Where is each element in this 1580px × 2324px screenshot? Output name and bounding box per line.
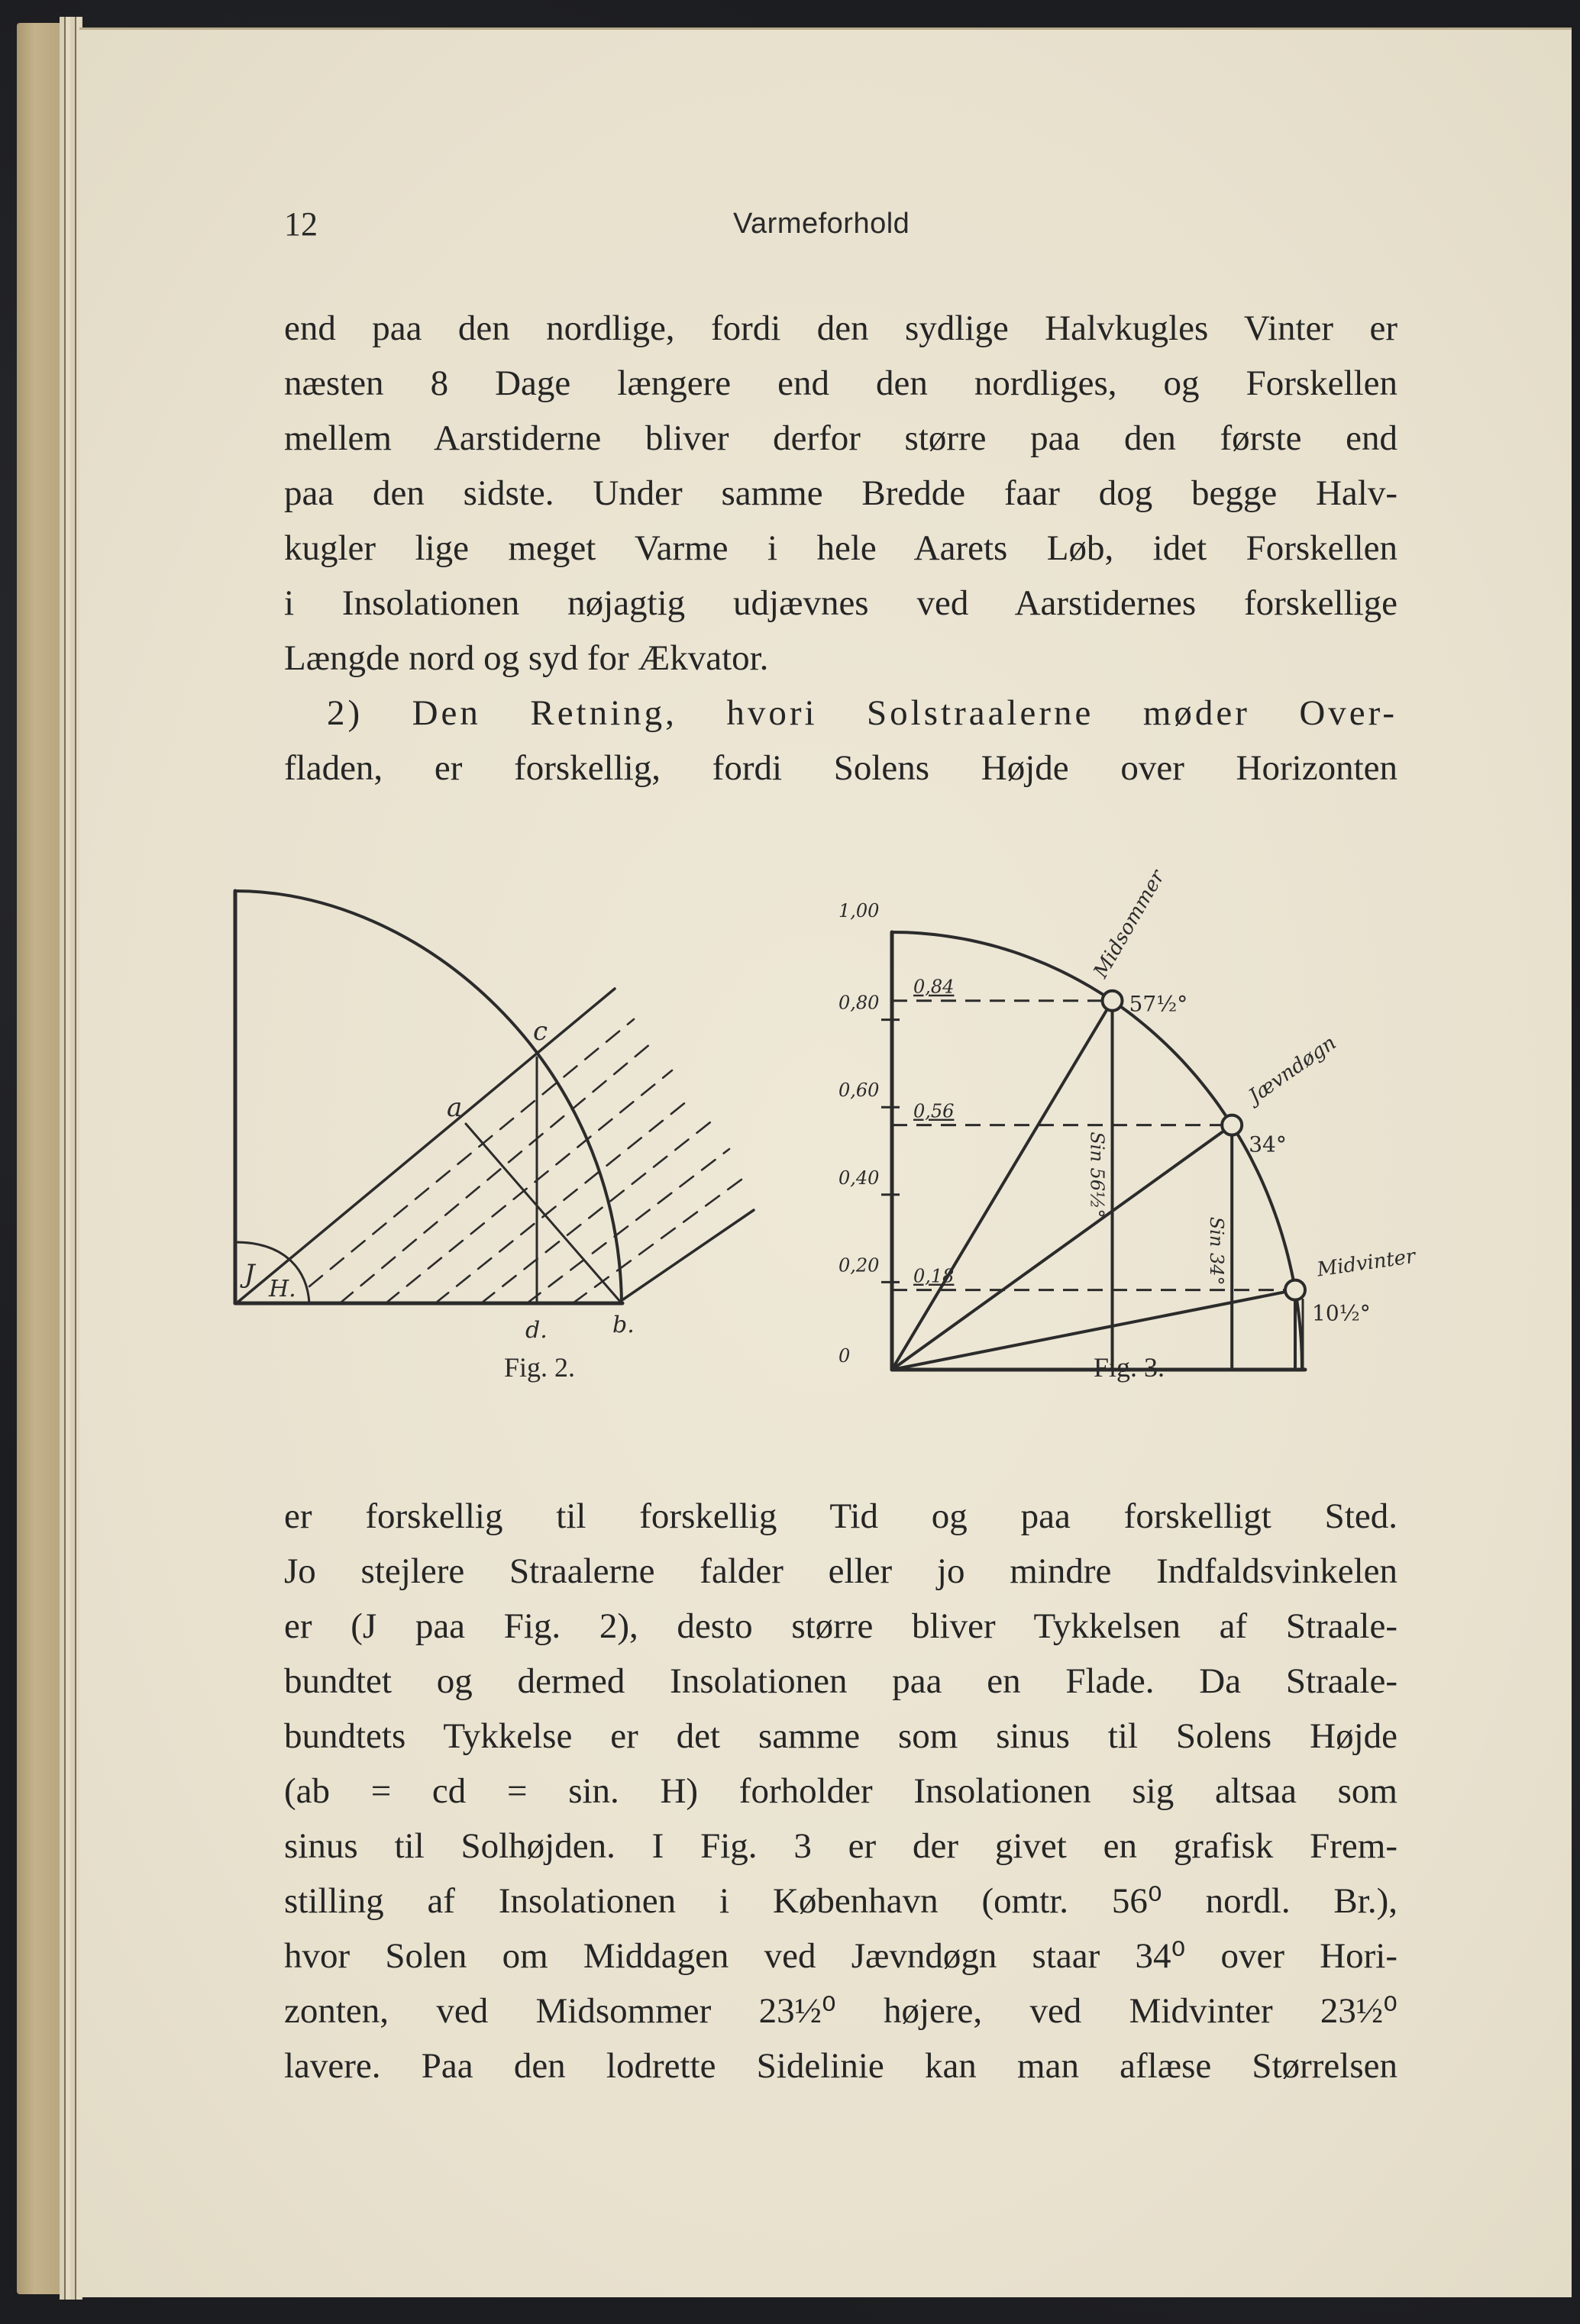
fig2-label-a: a xyxy=(447,1093,463,1123)
fig3-sin-value-label: 0,18 xyxy=(913,1265,955,1287)
fig3-season-label: Jævndøgn xyxy=(1245,1031,1341,1109)
fig3-angle-label: 34° xyxy=(1249,1131,1287,1157)
text-line: bundtet og dermed Insolationen paa en Flade. Da Straale- xyxy=(284,1661,1397,1701)
text-line: er (J paa Fig. 2), desto større bliver Tykkelsen af Straale- xyxy=(284,1606,1397,1646)
fig2-label-c: c xyxy=(533,1016,548,1047)
fig3-y-tick-label: 1,00 xyxy=(838,900,880,922)
fig2-ray-lower xyxy=(623,1210,754,1299)
text-line: zonten, ved Midsommer 23½⁰ højere, ved Midvinter 23½⁰ xyxy=(284,1991,1397,2031)
text-line: sinus til Solhøjden. I Fig. 3 er der givet en grafisk Frem- xyxy=(284,1826,1397,1866)
text-line: bundtets Tykkelse er det samme som sinus til Solens Højde xyxy=(284,1716,1397,1756)
fig2-caption: Fig. 2. xyxy=(504,1352,576,1383)
fig2-line-ab xyxy=(466,1124,622,1303)
text-line: mellem Aarstiderne bliver derfor større paa den første end xyxy=(284,418,1397,458)
fig3-sin-value-label: 0,84 xyxy=(913,976,955,998)
fig2-ray-upper xyxy=(238,989,615,1302)
fig3-sun-ray xyxy=(892,1125,1232,1370)
fig3-point-group xyxy=(892,1031,1340,1370)
fig3-y-tick-label: 0,20 xyxy=(838,1254,880,1277)
text-line: (ab = cd = sin. H) forholder Insolationen sig altsaa som xyxy=(284,1771,1397,1811)
fig3-point-marker xyxy=(1222,1115,1242,1135)
fig2-outer-arc xyxy=(235,891,622,1303)
fig3-caption: Fig. 3. xyxy=(1094,1352,1165,1383)
fig3-point-marker xyxy=(1285,1280,1305,1300)
text-line: 2) Den Retning, hvori Solstraalerne møder Over- xyxy=(327,693,1397,733)
fig3-y-tick-label: 0,80 xyxy=(838,992,880,1014)
figure-3 xyxy=(832,825,1459,1405)
text-line: paa den sidste. Under samme Bredde faar dog begge Halv- xyxy=(284,473,1397,513)
fig3-y-tick-label: 0,40 xyxy=(838,1167,880,1189)
fig3-angle-label: 10½° xyxy=(1312,1300,1371,1326)
fig3-angle-label: 57½° xyxy=(1129,991,1188,1017)
figure-2 xyxy=(221,870,832,1420)
text-line: hvor Solen om Middagen ved Jævndøgn staar 34⁰ over Hori- xyxy=(284,1936,1397,1976)
text-line: næsten 8 Dage længere end den nordliges, og Forskellen xyxy=(284,363,1397,403)
page-number: 12 xyxy=(284,205,318,243)
fig3-sun-ray xyxy=(892,1001,1113,1370)
text-line: end paa den nordlige, fordi den sydlige Halvkugles Vinter er xyxy=(284,308,1397,348)
text-line: Længde nord og syd for Ækvator. xyxy=(284,638,769,678)
fig3-y-tick-label: 0,60 xyxy=(838,1080,880,1102)
text-line: lavere. Paa den lodrette Sidelinie kan man aflæse Størrelsen xyxy=(284,2046,1397,2086)
book-spine xyxy=(17,23,61,2294)
fig3-y-tick-label: 0 xyxy=(838,1345,851,1367)
fig3-point-marker xyxy=(1103,991,1123,1011)
fig2-label-J: J xyxy=(244,1259,255,1289)
text-line: stilling af Insolationen i København (omtr. 56⁰ nordl. Br.), xyxy=(284,1881,1397,1921)
fig3-season-label: Midsommer xyxy=(1089,866,1170,983)
fig2-label-b: b. xyxy=(612,1312,635,1338)
running-title: Varmeforhold xyxy=(733,208,910,240)
text-line: fladen, er forskellig, fordi Solens Højde over Horizonten xyxy=(284,748,1397,788)
fig3-season-label: Midvinter xyxy=(1315,1244,1417,1282)
fig2-label-H: H. xyxy=(269,1276,296,1302)
text-line: er forskellig til forskellig Tid og paa forskelligt Sted. xyxy=(284,1496,1397,1536)
fig2-label-d: d. xyxy=(525,1317,548,1344)
text-line: kugler lige meget Varme i hele Aarets Løb, idet Forskellen xyxy=(284,528,1397,568)
fig3-sine-label: Sin 56½° xyxy=(1086,1131,1108,1218)
text-line: Jo stejlere Straalerne falder eller jo mindre Indfaldsvinkelen xyxy=(284,1551,1397,1591)
fig3-sin-value-label: 0,56 xyxy=(913,1100,955,1122)
text-line: i Insolationen nøjagtig udjævnes ved Aarstidernes forskellige xyxy=(284,583,1397,623)
fig3-sine-label: Sin 34° xyxy=(1206,1216,1228,1286)
